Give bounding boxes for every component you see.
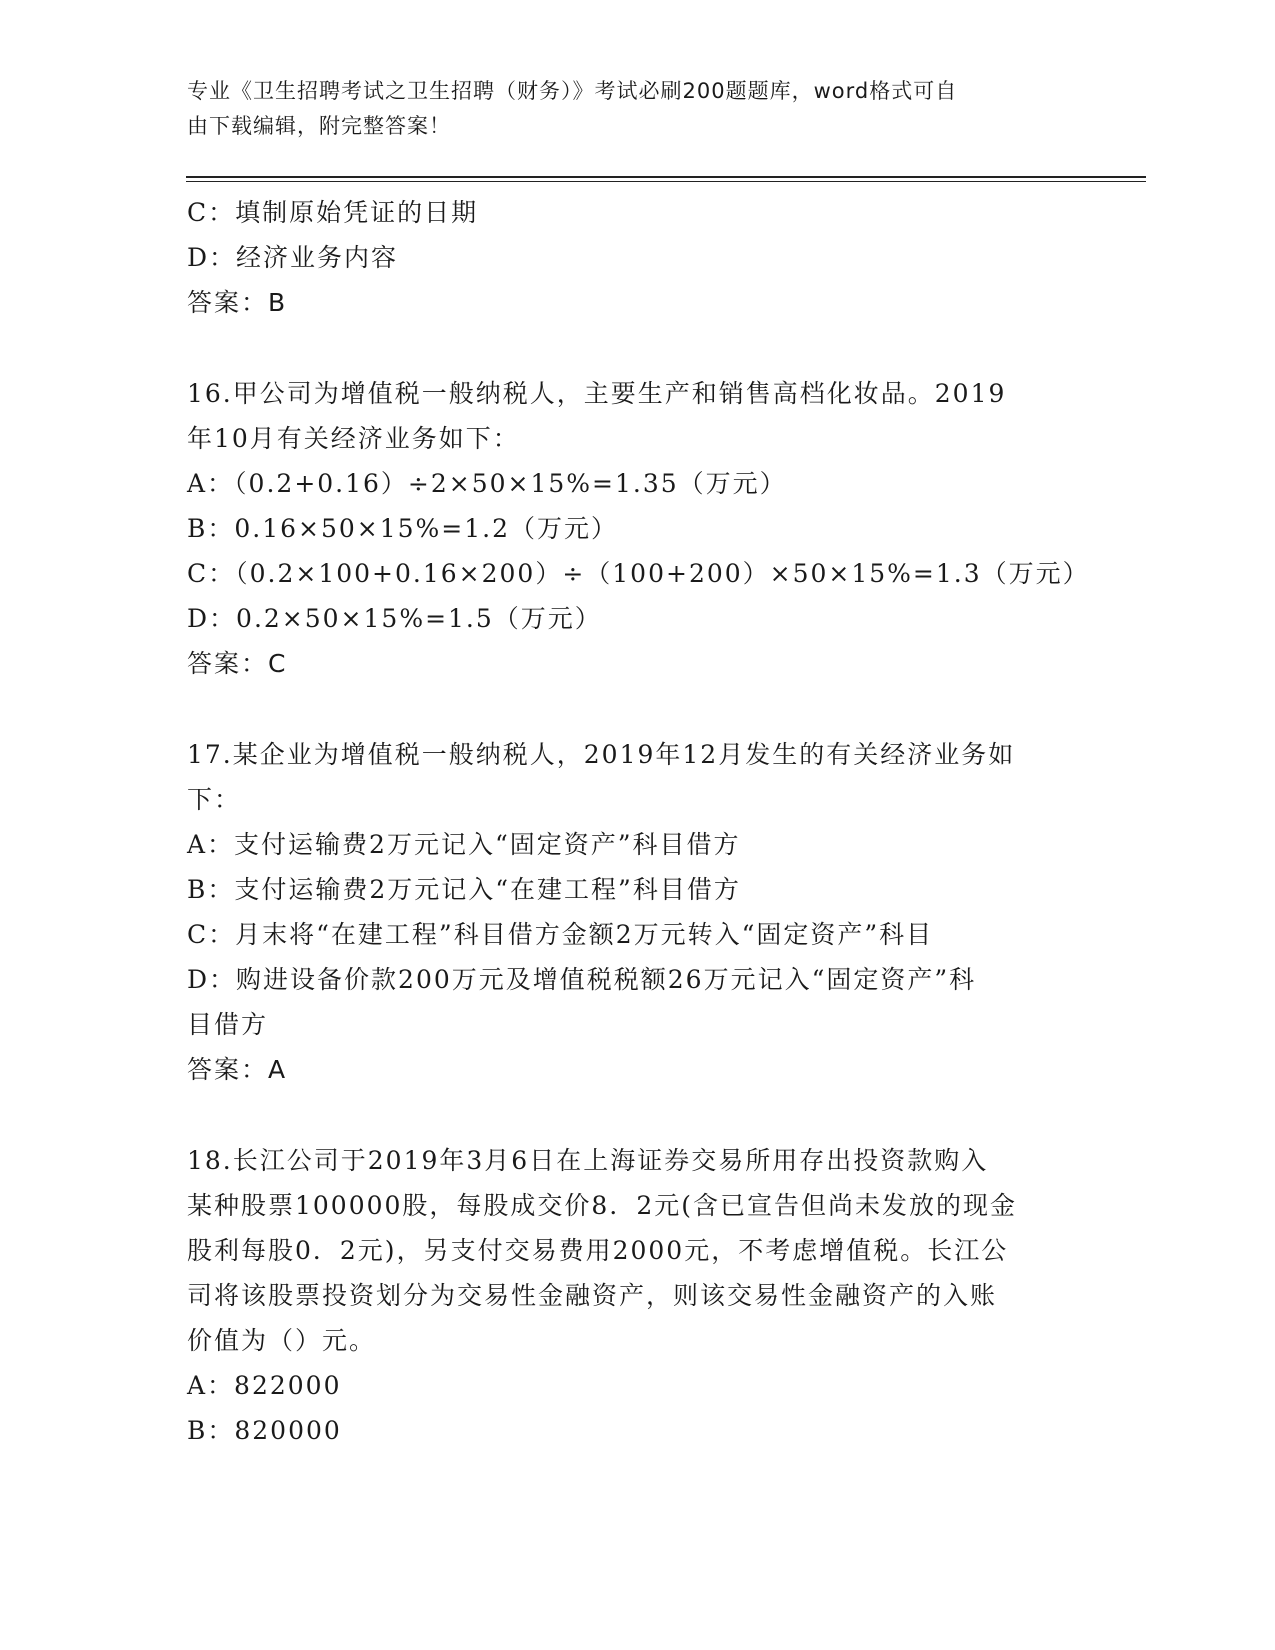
question-18: [187, 1138, 1067, 1453]
question-stem: 某种股票100000股，每股成交价8．2元(含已宣告但尚未发放的现金: [187, 1191, 1018, 1220]
option-c: C：（0.2×100+0.16×200）÷（100+200）×50×15%=1.3（万元）: [187, 559, 1090, 588]
header-line-2: 由下载编辑，附完整答案！: [187, 114, 451, 138]
header-line-1: 专业《卫生招聘考试之卫生招聘（财务）》考试必刷200题题库，word格式可自: [187, 79, 958, 103]
question-stem: 价值为（）元。: [187, 1326, 377, 1355]
option-d: D：0.2×50×15%=1.5（万元）: [187, 604, 602, 633]
page-header: [187, 74, 1067, 144]
option-b: B：支付运输费2万元记入“在建工程”科目借方: [187, 875, 741, 904]
spacer: [187, 325, 1067, 371]
question-stem: 下：: [187, 785, 242, 814]
question-stem: 16.甲公司为增值税一般纳税人，主要生产和销售高档化妆品。2019: [187, 379, 1007, 408]
question-17: [187, 732, 1067, 1092]
question-stem: 司将该股票投资划分为交易性金融资产，则该交易性金融资产的入账: [187, 1281, 998, 1310]
option-a: A：支付运输费2万元记入“固定资产”科目借方: [187, 830, 741, 859]
document-body: [187, 190, 1090, 1453]
option-a: A：（0.2+0.16）÷2×50×15%=1.35（万元）: [187, 469, 787, 498]
spacer: [187, 1092, 1067, 1138]
answer: 答案：C: [187, 649, 288, 678]
option-c: C：填制原始凭证的日期: [187, 198, 479, 227]
question-stem: 18.长江公司于2019年3月6日在上海证券交易所用存出投资款购入: [187, 1146, 989, 1175]
spacer: [187, 686, 1067, 732]
question-stem: 股利每股0．2元)，另支付交易费用2000元，不考虑增值税。长江公: [187, 1236, 1009, 1265]
answer: 答案：B: [187, 288, 288, 317]
option-b: B：820000: [187, 1416, 342, 1445]
option-b: B：0.16×50×15%=1.2（万元）: [187, 514, 619, 543]
header-rule-thin: [186, 181, 1146, 182]
question-stem: 年10月有关经济业务如下：: [187, 424, 520, 453]
answer: 答案：A: [187, 1055, 288, 1084]
option-d: D：购进设备价款200万元及增值税税额26万元记入“固定资产”科: [187, 965, 977, 994]
option-d: D：经济业务内容: [187, 243, 399, 272]
question-15-tail: [187, 190, 1067, 325]
option-c: C：月末将“在建工程”科目借方金额2万元转入“固定资产”科目: [187, 920, 934, 949]
question-16: [187, 371, 1090, 686]
question-stem: 17.某企业为增值税一般纳税人，2019年12月发生的有关经济业务如: [187, 740, 1016, 769]
option-a: A：822000: [187, 1371, 342, 1400]
header-rule-thick: [186, 176, 1146, 178]
option-d-continued: 目借方: [187, 1010, 269, 1039]
